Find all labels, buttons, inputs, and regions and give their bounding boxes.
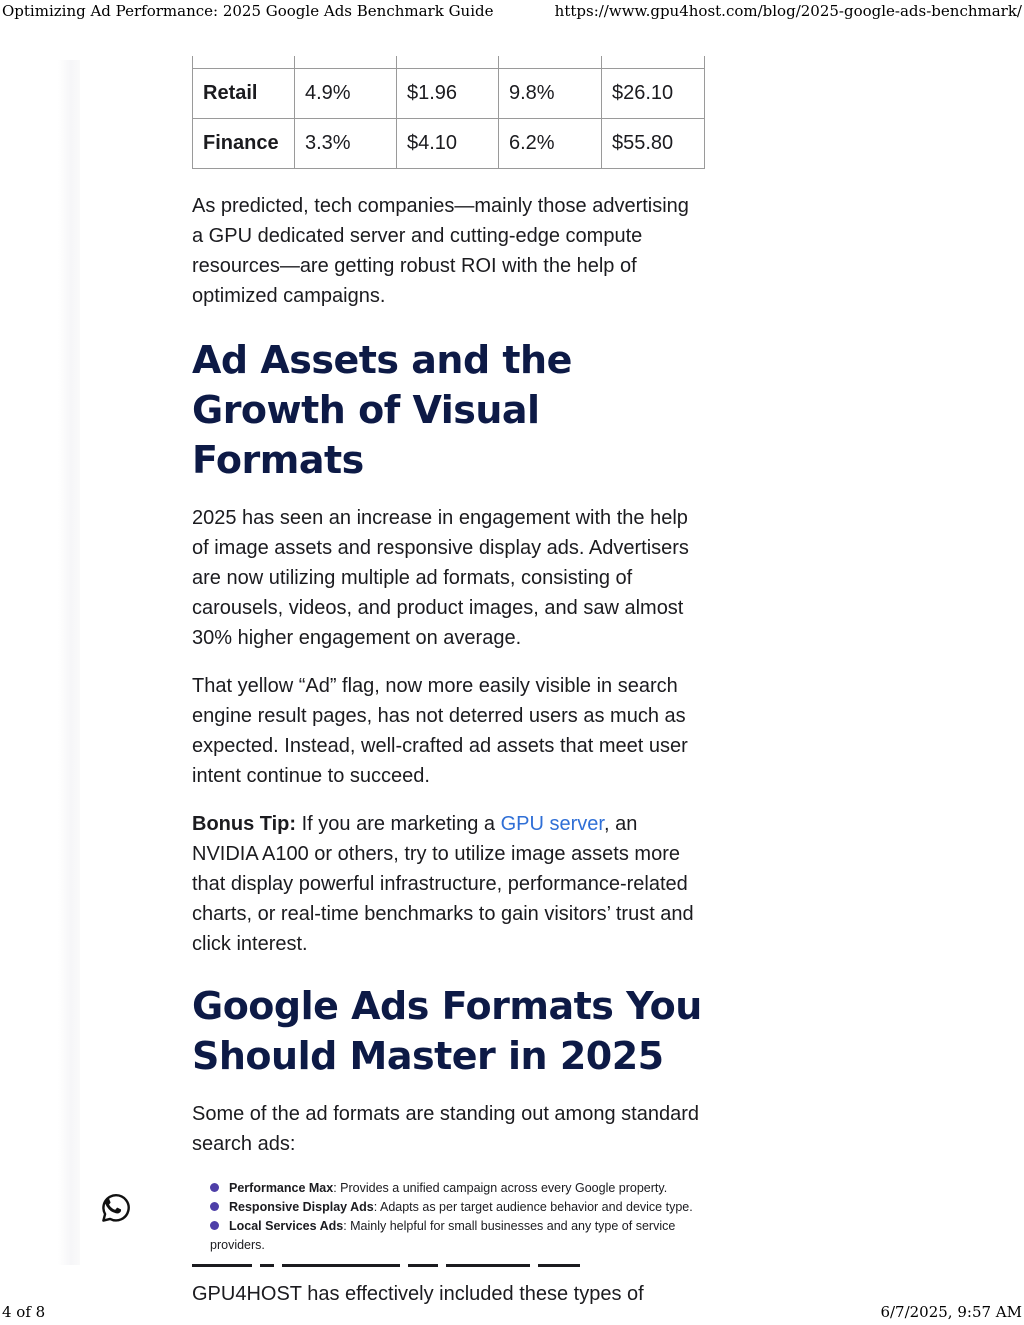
print-header: [0, 0, 1024, 22]
heading-ad-formats: Google Ads Formats You Should Master in 2025: [192, 984, 702, 1078]
table-cell: 6.2%: [499, 119, 602, 169]
format-desc: : Mainly helpful for small businesses and any type of service providers.: [210, 1219, 676, 1252]
paragraph-bonus-tip: [192, 809, 704, 959]
cut-off-text-line: [192, 1255, 704, 1267]
table-cell: $1.96: [397, 69, 499, 119]
table-cell: 4.9%: [295, 69, 397, 119]
gpu-server-link[interactable]: GPU server: [500, 813, 604, 835]
table-cell-industry: Finance: [193, 119, 295, 169]
table-cell: $26.10: [602, 69, 705, 119]
table-cell: $55.80: [602, 119, 705, 169]
paragraph-gpu4host: GPU4HOST has effectively included these types of: [192, 1283, 644, 1305]
paragraph-visual-formats: 2025 has seen an increase in engagement with the help of image assets and responsive display ads. Advertisers are now utilizing multiple ad formats, consisting of carousels, videos, and product images, and saw almost 30% higher engagement on average.: [192, 507, 689, 649]
table-cell: 9.8%: [499, 69, 602, 119]
print-footer-datetime: 6/7/2025, 9:57 AM: [880, 1303, 1022, 1321]
print-header-title: Optimizing Ad Performance: 2025 Google Ads Benchmark Guide: [2, 2, 494, 20]
paragraph-formats-intro: Some of the ad formats are standing out among standard search ads:: [192, 1103, 699, 1155]
benchmark-table: [192, 56, 705, 169]
format-name: Responsive Display Ads: [229, 1200, 374, 1214]
bullet-dot-icon: [210, 1183, 219, 1192]
table-cell: $4.10: [397, 119, 499, 169]
paragraph-ad-flag: That yellow “Ad” flag, now more easily visible in search engine result pages, has not deterred users as much as expected. Instead, well-crafted ad assets that meet user intent continue to succeed.: [192, 675, 688, 787]
table-cell: 3.3%: [295, 119, 397, 169]
table-row: [193, 119, 705, 169]
bonus-tip-label: Bonus Tip:: [192, 813, 297, 835]
format-name: Local Services Ads: [229, 1219, 344, 1233]
heading-ad-assets: Ad Assets and the Growth of Visual Formats: [192, 338, 572, 482]
bonus-tip-text-pre: If you are marketing a: [296, 813, 501, 835]
list-item: [210, 1198, 704, 1217]
bonus-tip-text-post: , an NVIDIA A100 or others, try to utilize image assets more that display powerful infrastructure, performance-related charts, or real-time benchmarks to gain visitors’ trust and click interest.: [192, 813, 694, 955]
bullet-dot-icon: [210, 1221, 219, 1230]
table-cell-industry: Retail: [193, 69, 295, 119]
format-desc: : Provides a unified campaign across every Google property.: [333, 1181, 668, 1195]
print-header-url: https://www.gpu4host.com/blog/2025-google-ads-benchmark/: [554, 2, 1022, 20]
article-content: [192, 56, 704, 1309]
ad-formats-list: [192, 1179, 704, 1255]
table-row-stub: [193, 56, 705, 69]
page-side-shadow: [58, 60, 80, 1265]
list-item: [210, 1217, 704, 1255]
print-footer-page: 4 of 8: [2, 1303, 46, 1321]
format-name: Performance Max: [229, 1181, 334, 1195]
paragraph-tech-roi: As predicted, tech companies—mainly those advertising a GPU dedicated server and cutting-edge compute resources—are getting robust ROI with the help of optimized campaigns.: [192, 195, 689, 307]
table-row: [193, 69, 705, 119]
print-footer: [0, 1303, 1024, 1325]
format-desc: : Adapts as per target audience behavior and device type.: [373, 1200, 693, 1214]
whatsapp-icon[interactable]: [100, 1192, 132, 1224]
list-item: [210, 1179, 704, 1198]
bullet-dot-icon: [210, 1202, 219, 1211]
